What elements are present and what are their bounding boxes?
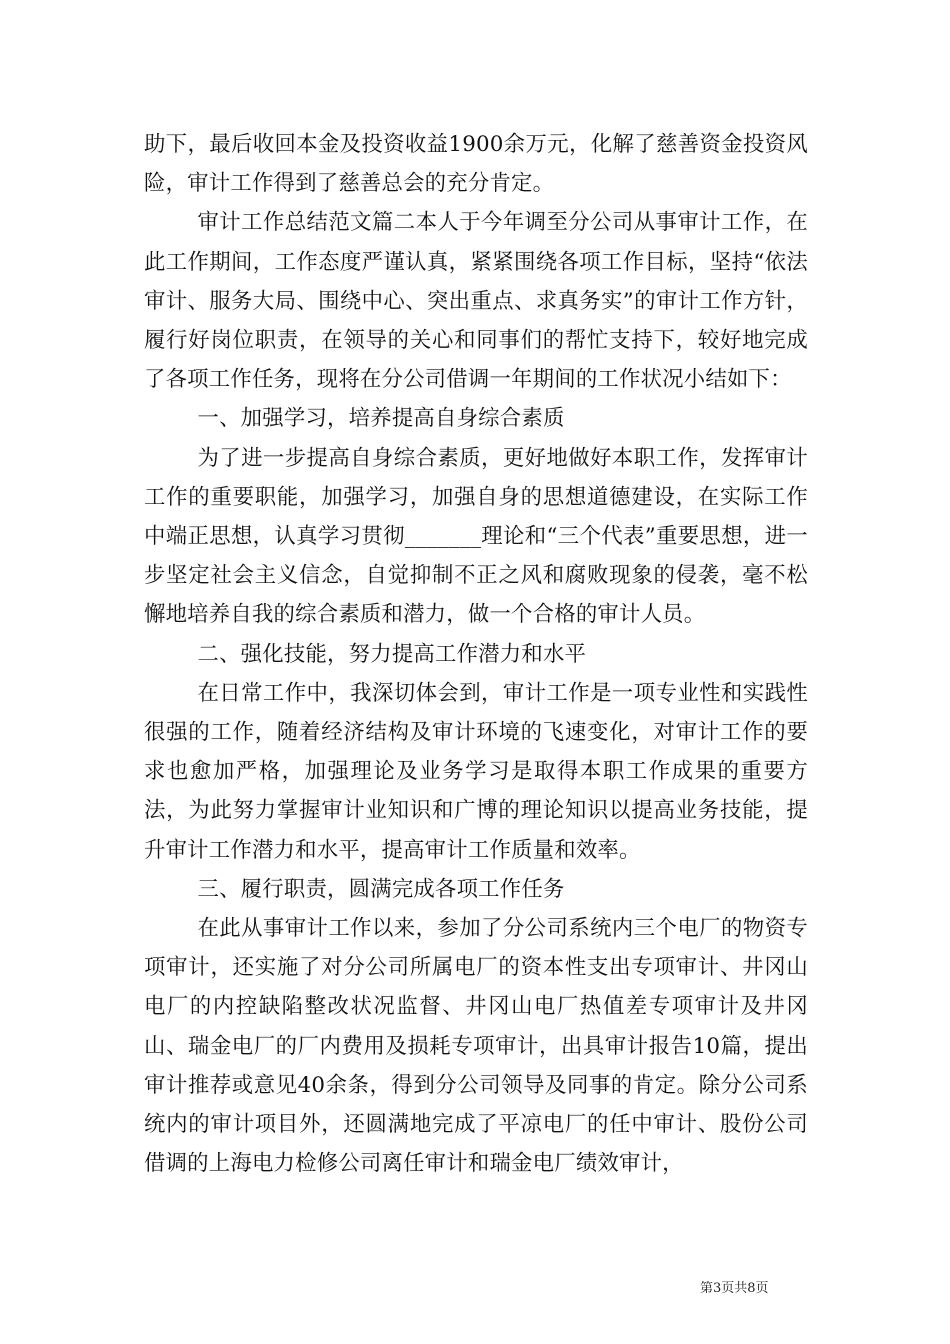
paragraph-intro: 审计工作总结范文篇二本人于今年调至分公司从事审计工作，在此工作期间，工作态度严谨认真，紧紧围绕各项工作目标，坚持“依法审计、服务大局、围绕中心、突出重点、求真务实”的审计工作方针，履行好岗位职责，在领导的关心和同事们的帮忙支持下，较好地完成了各项工作任务，现将在分公司借调一年期间的工作状况小结如下： [144,210,808,393]
paragraph-continuation: 助下，最后收回本金及投资收益1900余万元，化解了慈善资金投资风险，审计工作得到了慈善总会的充分肯定。 [144,132,808,197]
paragraph-study: 为了进一步提高自身综合素质，更好地做好本职工作，发挥审计工作的重要职能，加强学习，加强自身的思想道德建设，在实际工作中端正思想，认真学习贯彻_______理论和“三个代表”重要思想，进一步坚定社会主义信念，自觉抑制不正之风和腐败现象的侵袭，毫不松懈地培养自我的综合素质和潜力，做一个合格的审计人员。 [144,445,808,628]
page-number: 第3页共8页 [700,1281,769,1296]
paragraph-skills: 在日常工作中，我深切体会到，审计工作是一项专业性和实践性很强的工作，随着经济结构及审计环境的飞速变化，对审计工作的要求也愈加严格，加强理论及业务学习是取得本职工作成果的重要方法，为此努力掌握审计业知识和广博的理论知识以提高业务技能，提升审计工作潜力和水平，提高审计工作质量和效率。 [144,680,808,863]
document-body [144,125,808,1183]
section-heading-1: 一、加强学习，培养提高自身综合素质 [197,406,565,432]
section-heading-3: 三、履行职责，圆满完成各项工作任务 [197,876,565,902]
paragraph-duties: 在此从事审计工作以来，参加了分公司系统内三个电厂的物资专项审计，还实施了对分公司所属电厂的资本性支出专项审计、井冈山电厂的内控缺陷整改状况监督、井冈山电厂热值差专项审计及井冈山、瑞金电厂的厂内费用及损耗专项审计，出具审计报告10篇，提出审计推荐或意见40余条，得到分公司领导及同事的肯定。除分公司系统内的审计项目外，还圆满地完成了平凉电厂的任中审计、股份公司借调的上海电力检修公司离任审计和瑞金电厂绩效审计， [144,916,808,1177]
section-heading-2: 二、强化技能，努力提高工作潜力和水平 [197,641,587,667]
